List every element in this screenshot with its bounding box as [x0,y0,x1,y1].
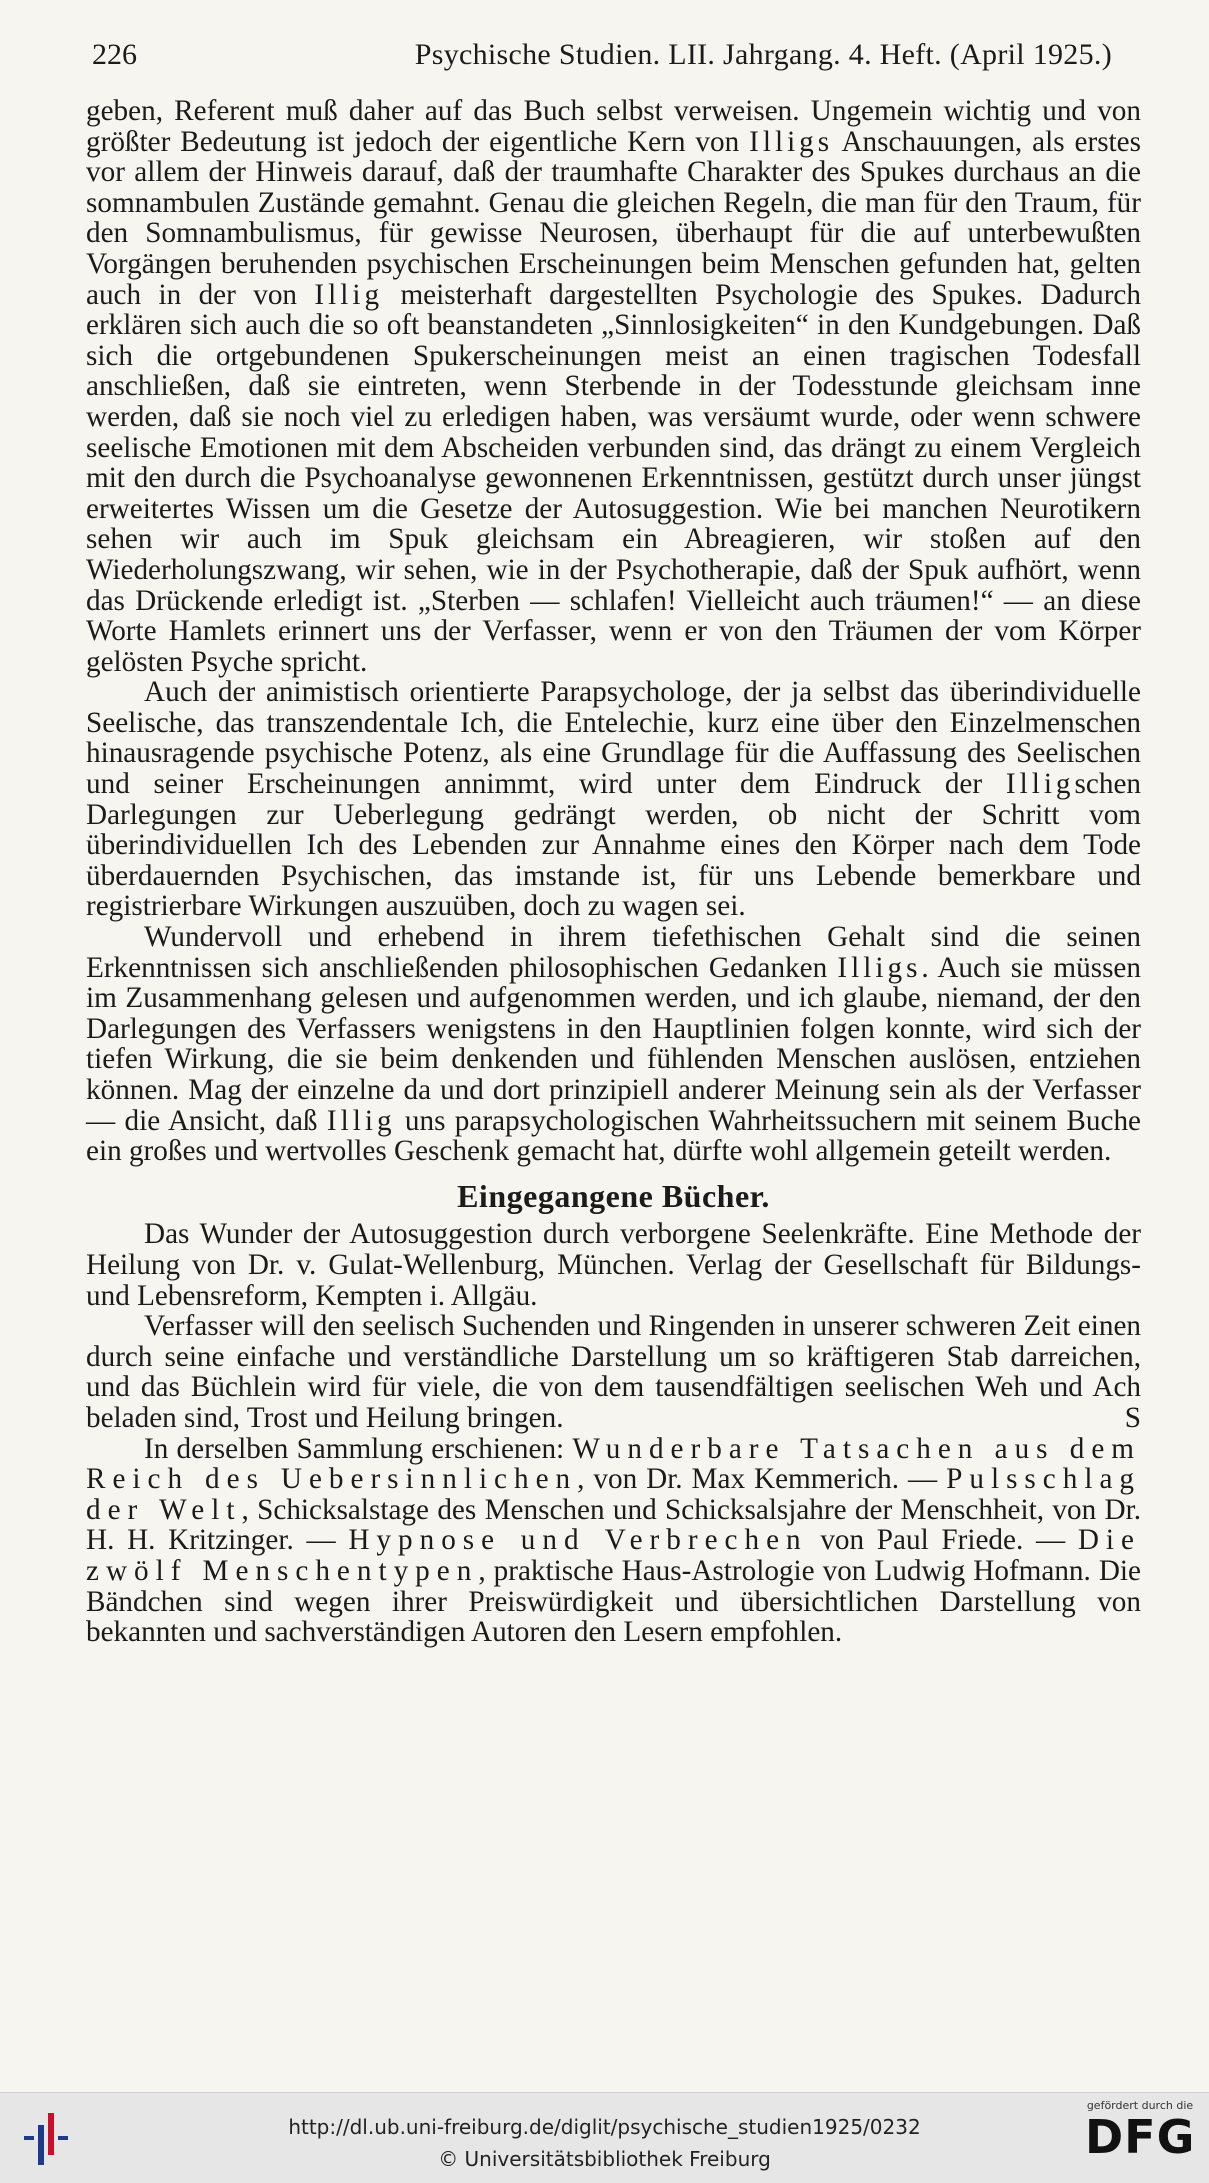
copyright-notice: © Universitätsbibliothek Freiburg [438,2147,771,2171]
reviewer-signature: S [1124,1401,1141,1434]
text-run: , von Dr. Max Kemmerich. — [577,1463,947,1496]
text-run: meisterhaft dargestellten Psychologie des Spukes. Dadurch erklären sich auch die so oft beanstandeten „Sinnlosigkeiten“ in den Kundgebungen. Daß sich die ortgebundenen Spukerscheinungen meist an einen tragischen Todesfall anschließen, daß sie eintreten, wenn Sterbende in der Todesstunde gleichsam inne werden, daß sie noch viel zu erledigen haben, was versäumt wurde, oder wenn schwere seelische Emotionen mit dem Abscheiden verbunden sind, das drängt zu einem Vergleich mit den durch die Psychoanalyse gewonnenen Erkenntnissen, gestützt durch unser jüngst erweitertes Wissen um die Gesetze der Autosuggestion. Wie bei manchen Neurotikern sehen wir auch im Spuk gleichsam ein Abreagieren, wir stoßen auf den Wiederholungszwang, wir sehen, wie in der Psychotherapie, daß der Spuk aufhört, wenn das Drückende erledigt ist. „Sterben — schlafen! Vielleicht auch träumen!“ — an diese Worte Hamlets erinnert uns der Verfasser, wenn er von den Träumen der vom Körper gelösten Psyche spricht. [86,278,1141,678]
paragraph-3 [86,922,1141,1167]
book-title: Die zwölf Menschentypen [86,1524,1141,1587]
viewer-footer [0,2092,1209,2183]
text-run: Anschauungen, als erstes vor allem der Hinweis darauf, daß der traumhafte Charakter des Spukes durchaus an die somnambulen Zustände gemahnt. Genau die gleichen Regeln, die man für den Traum, für den Somnambulismus, für gewisse Neurosen, überhaupt für die auf unterbewußten Vorgängen beruhenden psychischen Erscheinungen beim Menschen gefunden hat, gelten auch in der von [86,125,1141,311]
text-run: Verfasser will den seelisch Suchenden und Ringenden in unserer schweren Zeit einen durch seine einfache und verständliche Darstellung um so kräftigeren Stab darreichen, und das Büchlein wird für viele, die von dem tausendfältigen seelischen Weh und Ach beladen sind, Trost und Heilung bringen. [86,1310,1141,1434]
text-run: geben, Referent muß daher auf das Buch selbst verweisen. Ungemein wichtig und von größter Bedeutung ist jedoch der eigentliche Kern von [86,95,1141,158]
book-entry-1: Das Wunder der Autosuggestion durch verborgene Seelenkräfte. Eine Methode der Heilung von Dr. v. Gulat-Wellenburg, München. Verlag der Gesellschaft für Bildungs- und Lebensreform, Kempten i. Allgäu. [86,1218,1141,1312]
text-run: , praktische Haus-Astrologie von Ludwig Hofmann. Die Bändchen sind wegen ihrer Preiswürdigkeit und übersichtlichen Darstellung von bekannten und sachverständigen Autoren den Lesern empfohlen. [86,1554,1142,1649]
author-name: Illig [1005,768,1075,801]
paragraph-1 [86,96,1141,677]
text-run: , Schicksalstage des Menschen und Schicksalsjahre der Menschheit, von Dr. H. H. Kritzinger. — [86,1493,1141,1557]
page-number: 226 [92,38,137,71]
book-title: Hypnose und Verbrechen [348,1524,808,1557]
text-run: Auch der animistisch orientierte Parapsychologe, der ja selbst das überindividuelle Seelische, das transzendentale Ich, die Entelechie, kurz eine über den Einzelmenschen hinausragende psychische Potenz, als eine Grundlage für die Auffassung des Seelischen und seiner Erscheinungen annimmt, wird unter dem Eindruck der [86,676,1141,801]
section-heading: Eingegangene Bücher. [457,1177,770,1214]
running-title: Psychische Studien. LII. Jahrgang. 4. Heft. (April 1925.) [414,38,1112,71]
book-review [86,1311,1141,1433]
author-name: Illig [326,1104,396,1137]
dfg-wordmark: DFG [1085,2110,1196,2164]
dfg-logo [1085,2099,1195,2162]
text-run: von Paul Friede. — [807,1524,1078,1557]
dfg-funding-text: gefördert durch die [1086,2099,1194,2112]
book-title: Wunderbare Tatsachen aus dem Reich des Uebersinnlichen [86,1432,1141,1496]
text-run: . Auch sie müssen im Zusammenhang gelesen und aufgenommen werden, und ich glaube, niemand, der den Darlegungen des Verfassers wenigstens in den Hauptlinien folgen konnte, wird sich der tiefen Wirkung, die sie beim denkenden und fühlenden Menschen auslösen, entziehen können. Mag der einzelne da und dort prinzipiell anderer Meinung sein als der Verfasser — die Ansicht, daß [86,951,1141,1137]
text-run: schen Darlegungen zur Ueberlegung gedrängt werden, ob nicht der Schritt vom überindividuellen Ich des Lebenden zur Annahme eines den Körper nach dem Tode überdauernden Psychischen, das imstande ist, für uns Lebende bemerkbare und registrierbare Wirkungen auszuüben, doch zu wagen sei. [86,768,1141,923]
author-name: Illigs [749,125,834,158]
author-name: Illig [314,278,384,311]
book-entry-list [86,1434,1141,1648]
book-title: Pulsschlag der Welt [86,1463,1141,1526]
text-run: uns parapsychologischen Wahrheitssuchern mit seinem Buche ein großes und wertvolles Geschenk gemacht hat, dürfte wohl allgemein geteilt werden. [86,1104,1141,1168]
author-name: Illigs [837,951,922,984]
text-run: Wundervoll und erhebend in ihrem tiefethischen Gehalt sind die seinen Erkenntnissen sich anschließenden philosophischen Gedanken [86,921,1141,984]
document-url[interactable]: http://dl.ub.uni-freiburg.de/diglit/psychische_studien1925/0232 [288,2115,921,2139]
article-body [86,96,1141,1648]
paragraph-2 [86,677,1141,922]
page-header [92,38,1112,72]
text-run: In derselben Sammlung erschienen: [144,1432,573,1465]
